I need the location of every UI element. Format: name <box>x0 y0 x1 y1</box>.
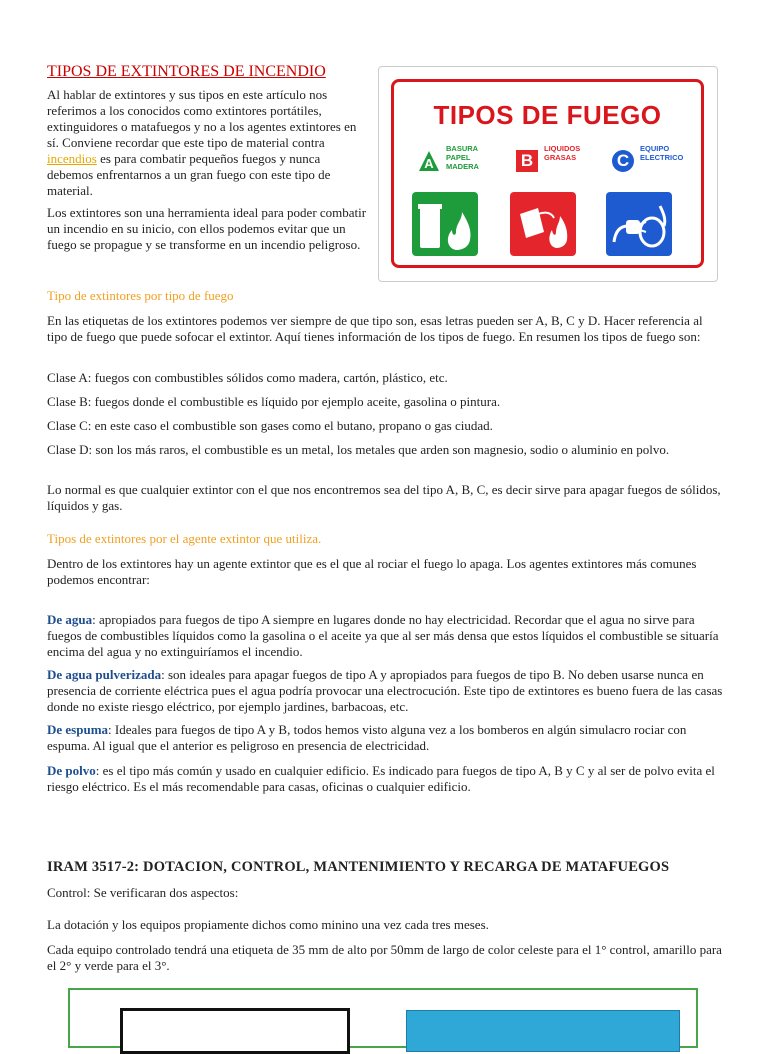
espuma-paragraph <box>47 722 723 754</box>
class-c-label-1: EQUIPO <box>640 144 670 153</box>
intro-text-after: es para combatir pequeños fuegos y nunca debemos enfrentarnos a un gran fuego con este tipo de material. <box>47 151 331 198</box>
label-image-left <box>120 1008 350 1054</box>
class-c-label-2: ELECTRICO <box>640 153 684 162</box>
liquid-fire-icon <box>510 192 576 256</box>
espuma-text: : Ideales para fuegos de tipo A y B, todos hemos visto alguna vez a los bomberos en algún simulacro rociar con espuma. Al igual que el anterior es peligroso en presencia de electricidad. <box>47 722 687 753</box>
agua-pulverizada-paragraph <box>47 667 723 715</box>
clase-c-text: Clase C: en este caso el combustible son gases como el butano, propano o gas ciudad. <box>47 418 493 433</box>
incendios-link[interactable]: incendios <box>47 151 97 166</box>
clase-b-text: Clase B: fuegos donde el combustible es líquido por ejemplo aceite, gasolina o pintura. <box>47 394 501 409</box>
control-text: Control: Se verificaran dos aspectos: <box>47 885 239 900</box>
fire-types-sign <box>378 66 718 282</box>
class-a-badge: A <box>418 150 440 172</box>
section1-heading: Tipo de extintores por tipo de fuego <box>47 288 234 303</box>
labels-image-frame <box>68 988 698 1048</box>
label-image-right <box>406 1010 680 1052</box>
clase-a-text: Clase A: fuegos con combustibles sólidos como madera, cartón, plástico, etc. <box>47 370 448 385</box>
sign-title: TIPOS DE FUEGO <box>433 100 662 130</box>
class-b-label-1: LIQUIDOS <box>544 144 581 153</box>
class-b-badge: B <box>516 150 538 172</box>
sign-border <box>391 79 704 268</box>
class-a-label-3: MADERA <box>446 162 479 171</box>
intro-paragraph-2: Los extintores son una herramienta ideal para poder combatir un incendio en su inicio, con ellos podemos evitar que un fuego se propague y se transforme en un incendio peligroso. <box>47 205 367 252</box>
section1-final: Lo normal es que cualquier extintor con el que nos encontremos sea del tipo A, B, C, es decir sirve para apagar fuegos de sólidos, líquidos y gas. <box>47 482 721 513</box>
article-title: TIPOS DE EXTINTORES DE INCENDIO <box>47 63 326 80</box>
agua-text: : apropiados para fuegos de tipo A siempre en lugares donde no hay electricidad. Recordar que el agua no sirve para fuegos de combustibles líquidos como la gasolina o el aceite ya que al ser más densa que estos líquidos el combustible se situaría encima del agua y no extinguiríamos el incendio. <box>47 612 719 659</box>
trash-fire-icon <box>412 192 478 256</box>
section2-heading: Tipos de extintores por el agente extintor que utiliza. <box>47 531 322 546</box>
intro-paragraph-1 <box>47 87 367 199</box>
section2-intro: Dentro de los extintores hay un agente extintor que es el que al rociar el fuego lo apaga. Los agentes extintores más comunes podemos encontrar: <box>47 556 697 587</box>
intro-column <box>47 63 367 253</box>
class-a-label-1: BASURA <box>446 144 479 153</box>
class-b-label-2: GRASAS <box>544 153 577 162</box>
section3-p1: La dotación y los equipos propiamente dichos como minino una vez cada tres meses. <box>47 917 489 932</box>
agua-pulverizada-text: : son ideales para apagar fuegos de tipo A y apropiados para fuegos de tipo B. No deben usarse nunca en presencia de corriente eléctrica pues el agua podría provocar una electrocución. Este tipo de extintores es bueno fuera de las casas donde no existe riesgo eléctrico, por ejemplo jardines, barbacoas, etc. <box>47 667 723 714</box>
polvo-term: De polvo <box>47 763 96 778</box>
section3-heading: IRAM 3517-2: DOTACION, CONTROL, MANTENIMIENTO Y RECARGA DE MATAFUEGOS <box>47 859 670 875</box>
agua-term: De agua <box>47 612 93 627</box>
class-c-badge: C <box>612 150 634 172</box>
agua-paragraph <box>47 612 723 660</box>
clase-d-text: Clase D: son los más raros, el combustible es un metal, los metales que arden son magnesio, sodio o aluminio en polvo. <box>47 442 670 457</box>
electric-fire-icon <box>606 192 672 256</box>
section1-intro: En las etiquetas de los extintores podemos ver siempre de que tipo son, esas letras pueden ser A, B, C y D. Hacer referencia al tipo de fuego que puede sofocar el extintor. Aquí tienes información de los tipos de fuego. En resumen los tipos de fuego son: <box>47 313 703 344</box>
agua-pulverizada-term: De agua pulverizada <box>47 667 162 682</box>
intro-text-before: Al hablar de extintores y sus tipos en este artículo nos referimos a los conocidos como extintores portátiles, extinguidores o matafuegos y no a los agentes extintores en sí. Conviene recordar que este tipo de material contra <box>47 87 357 150</box>
section3-p2: Cada equipo controlado tendrá una etiqueta de 35 mm de alto por 50mm de largo de color celeste para el 1° control, amarillo para el 2° y verde para el 3°. <box>47 942 722 973</box>
class-a-label-2: PAPEL <box>446 153 471 162</box>
polvo-paragraph <box>47 763 723 795</box>
polvo-text: : es el tipo más común y usado en cualquier edificio. Es indicado para fuegos de tipo A, B y C y al ser de polvo evita el riesgo eléctrico. Es el más recomendable para casas, oficinas o cualquier edificio. <box>47 763 715 794</box>
espuma-term: De espuma <box>47 722 109 737</box>
